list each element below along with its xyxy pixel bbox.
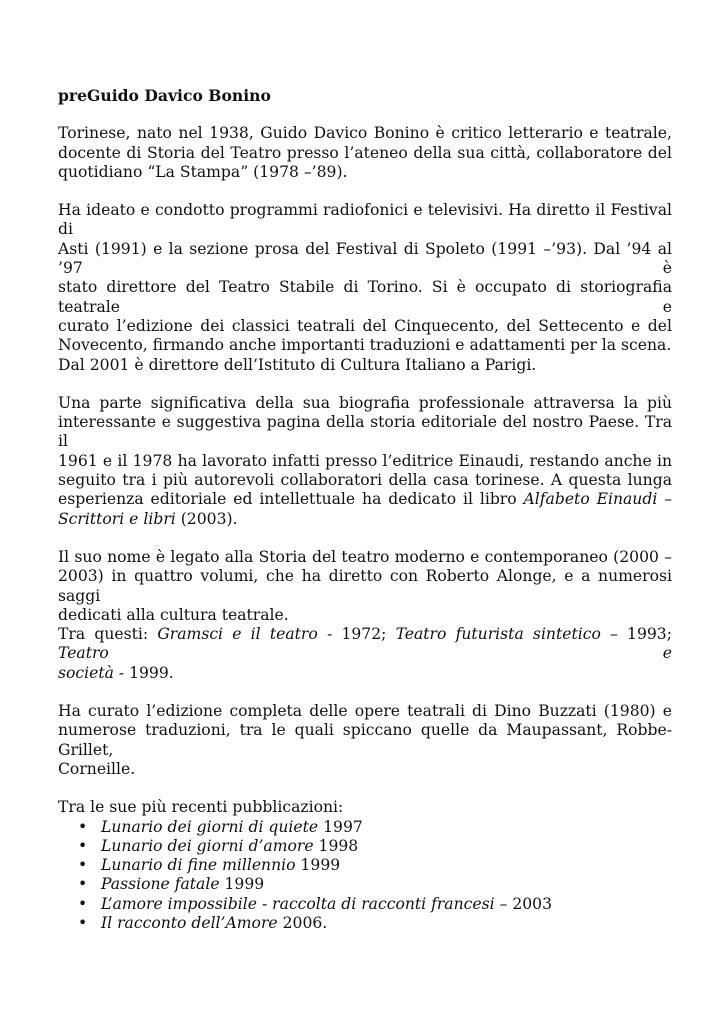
paragraph-line: Ha curato l’edizione completa delle opere teatrali di Dino Buzzati (1980) e	[58, 702, 672, 721]
list-item	[58, 856, 672, 875]
publication-year: – 2003	[494, 894, 553, 913]
publication-year: 1999	[219, 875, 265, 894]
list-item	[58, 895, 672, 914]
paragraph-line: Ha ideato e condotto programmi radiofonici e televisivi. Ha diretto il Festival di	[58, 201, 672, 239]
paragraph-line: Novecento, firmando anche importanti traduzioni e adattamenti per la scena.	[58, 336, 672, 355]
book-title: Lunario dei giorni d’amore	[101, 836, 314, 855]
paragraph-line: Asti (1991) e la sezione prosa del Festival di Spoleto (1991 –’93). Dal ’94 al ’97 è	[58, 239, 672, 278]
paragraph-line: Una parte significativa della sua biografia professionale attraversa la più	[58, 393, 672, 412]
paragraph-line	[58, 510, 672, 529]
list-item	[58, 818, 672, 837]
document-page	[58, 86, 672, 933]
paragraph-line: quotidiano “La Stampa” (1978 –’89).	[58, 162, 348, 181]
text-run: Tra questi:	[58, 625, 158, 644]
bullet-icon: •	[78, 894, 88, 913]
paragraph-line: 2003) in quattro volumi, che ha diretto con Roberto Alonge, e a numerosi saggi	[58, 567, 672, 605]
book-title: Il racconto dell’Amore	[101, 913, 278, 932]
paragraph-line: curato l’edizione dei classici teatrali del Cinquecento, del Settecento e del	[58, 316, 672, 335]
bullet-icon: •	[78, 856, 88, 875]
paragraph-line	[58, 664, 672, 683]
paragraph-line: dedicati alla cultura teatrale.	[58, 605, 289, 624]
text-run: esperienza editoriale ed intellettuale ha dedicato il libro	[58, 490, 524, 509]
paragraph-line: Il suo nome è legato alla Storia del teatro moderno e contemporaneo (2000 –	[58, 547, 672, 566]
publication-year: 1997	[318, 817, 363, 836]
paragraph-line: Dal 2001 è direttore dell’Istituto di Cultura Italiano a Parigi.	[58, 355, 537, 374]
paragraph-line: numerose traduzioni, tra le quali spiccano quelle da Maupassant, Robbe-Grillet,	[58, 721, 672, 759]
paragraph-line: 1961 e il 1978 ha lavorato infatti presso l’editrice Einaudi, restando anche in	[58, 451, 672, 470]
list-item	[58, 875, 672, 894]
book-title: L’amore impossibile - raccolta di racconti francesi	[101, 894, 495, 913]
paragraph-line	[58, 490, 672, 509]
paragraph-einaudi	[58, 394, 672, 529]
document-title: preGuido Davico Bonino	[58, 86, 271, 105]
book-title: società	[58, 663, 114, 682]
book-title: Gramsci e il teatro	[157, 625, 318, 644]
paragraph-line: docente di Storia del Teatro presso l’ateneo della sua città, collaboratore del	[58, 143, 672, 162]
publications-intro: Tra le sue più recenti pubblicazioni:	[58, 798, 344, 817]
book-title: Lunario dei giorni di quiete	[101, 817, 319, 836]
paragraph-line: interessante e suggestiva pagina della storia editoriale del nostro Paese. Tra il	[58, 413, 672, 451]
book-title: Alfabeto Einaudi –	[523, 490, 672, 509]
publication-year: 1999	[295, 856, 341, 875]
text-run: – 1993;	[600, 625, 672, 644]
book-title: Teatro futurista sintetico	[395, 625, 601, 644]
book-title: Lunario di fine millennio	[101, 856, 296, 875]
text-run: (2003).	[175, 509, 238, 528]
paragraph-line	[58, 625, 672, 664]
paragraph-line: Corneille.	[58, 759, 136, 778]
text-run: - 1999.	[113, 663, 174, 682]
book-title: Teatro e	[58, 644, 672, 663]
paragraph-line: seguito tra i più autorevoli collaboratori della casa torinese. A questa lunga	[58, 471, 672, 490]
publication-year: 2006.	[277, 913, 328, 932]
book-title: Scrittori e libri	[58, 509, 176, 528]
bullet-icon: •	[78, 913, 88, 932]
paragraph-line: stato direttore del Teatro Stabile di Torino. Si è occupato di storiografia teatrale e	[58, 278, 672, 316]
publications-list	[58, 818, 672, 934]
list-item	[58, 837, 672, 856]
list-item	[58, 914, 672, 933]
bullet-icon: •	[78, 836, 88, 855]
bullet-icon: •	[78, 875, 88, 894]
paragraph-line: Torinese, nato nel 1938, Guido Davico Bonino è critico letterario e teatrale,	[58, 124, 672, 143]
paragraph-intro	[58, 124, 672, 182]
text-run: - 1972;	[317, 625, 396, 644]
paragraph-theatre-history	[58, 548, 672, 683]
bullet-icon: •	[78, 817, 88, 836]
paragraph-career	[58, 201, 672, 375]
publication-year: 1998	[313, 836, 359, 855]
book-title: Passione fatale	[101, 875, 220, 894]
paragraph-publications	[58, 798, 672, 933]
paragraph-translations	[58, 702, 672, 779]
